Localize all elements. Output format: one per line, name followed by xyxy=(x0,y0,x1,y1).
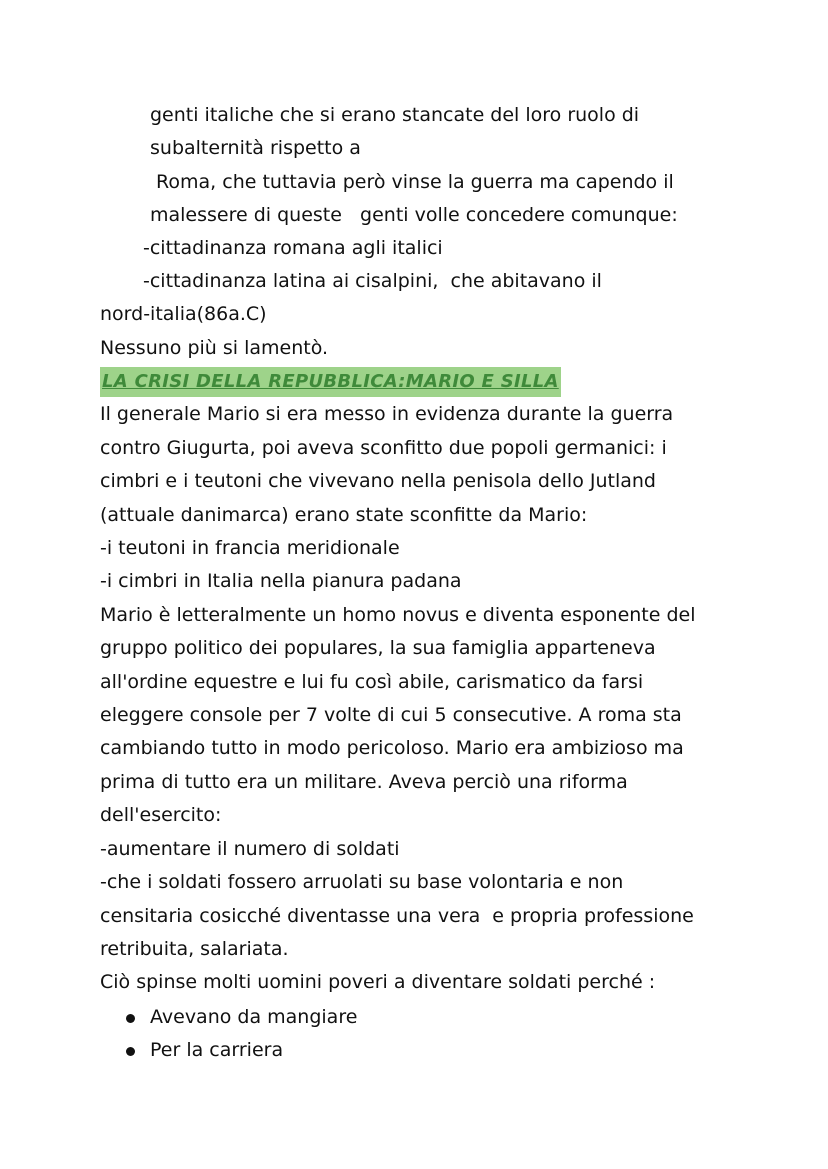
body-line: cimbri e i teutoni che vivevano nella penisola dello Jutland xyxy=(100,470,656,492)
body-line: all'ordine equestre e lui fu così abile, carismatico da farsi xyxy=(100,671,644,693)
body-line: prima di tutto era un militare. Aveva perciò una riforma xyxy=(100,771,628,793)
bullet-item: Per la carriera xyxy=(150,1039,284,1061)
body-line: -i cimbri in Italia nella pianura padana xyxy=(100,570,462,592)
body-line: censitaria cosicché diventasse una vera e propria professione xyxy=(100,905,694,927)
body-line: -aumentare il numero di soldati xyxy=(100,838,400,860)
intro-line: Roma, che tuttavia però vinse la guerra ma capendo il xyxy=(150,171,674,193)
bullet-dot-icon xyxy=(126,1047,135,1056)
body-line: Mario è letteralmente un homo novus e diventa esponente del xyxy=(100,604,696,626)
bullet-dot-icon xyxy=(126,1014,135,1023)
section-heading: LA CRISI DELLA REPUBBLICA:MARIO E SILLA xyxy=(100,367,561,397)
body-line: (attuale danimarca) erano state sconfitte da Mario: xyxy=(100,504,588,526)
body-line: Il generale Mario si era messo in evidenza durante la guerra xyxy=(100,403,674,425)
body-line: Ciò spinse molti uomini poveri a diventare soldati perché : xyxy=(100,971,656,993)
intro-line: subalternità rispetto a xyxy=(150,137,361,159)
body-line: -che i soldati fossero arruolati su base volontaria e non xyxy=(100,871,624,893)
intro-line: -cittadinanza latina ai cisalpini, che abitavano il xyxy=(143,270,602,292)
intro-line: -cittadinanza romana agli italici xyxy=(143,237,443,259)
body-line: eleggere console per 7 volte di cui 5 consecutive. A roma sta xyxy=(100,704,682,726)
body-line: cambiando tutto in modo pericoloso. Mario era ambizioso ma xyxy=(100,737,684,759)
body-line: contro Giugurta, poi aveva sconfitto due popoli germanici: i xyxy=(100,437,667,459)
bullet-item: Avevano da mangiare xyxy=(150,1006,358,1028)
body-line: dell'esercito: xyxy=(100,804,222,826)
intro-line: malessere di queste genti volle concedere comunque: xyxy=(150,204,678,226)
body-line: gruppo politico dei populares, la sua famiglia apparteneva xyxy=(100,637,656,659)
body-line: -i teutoni in francia meridionale xyxy=(100,537,400,559)
body-line: retribuita, salariata. xyxy=(100,938,289,960)
intro-line: genti italiche che si erano stancate del loro ruolo di xyxy=(150,104,640,126)
intro-line: nord-italia(86a.C) xyxy=(100,303,267,325)
intro-line: Nessuno più si lamentò. xyxy=(100,337,329,359)
